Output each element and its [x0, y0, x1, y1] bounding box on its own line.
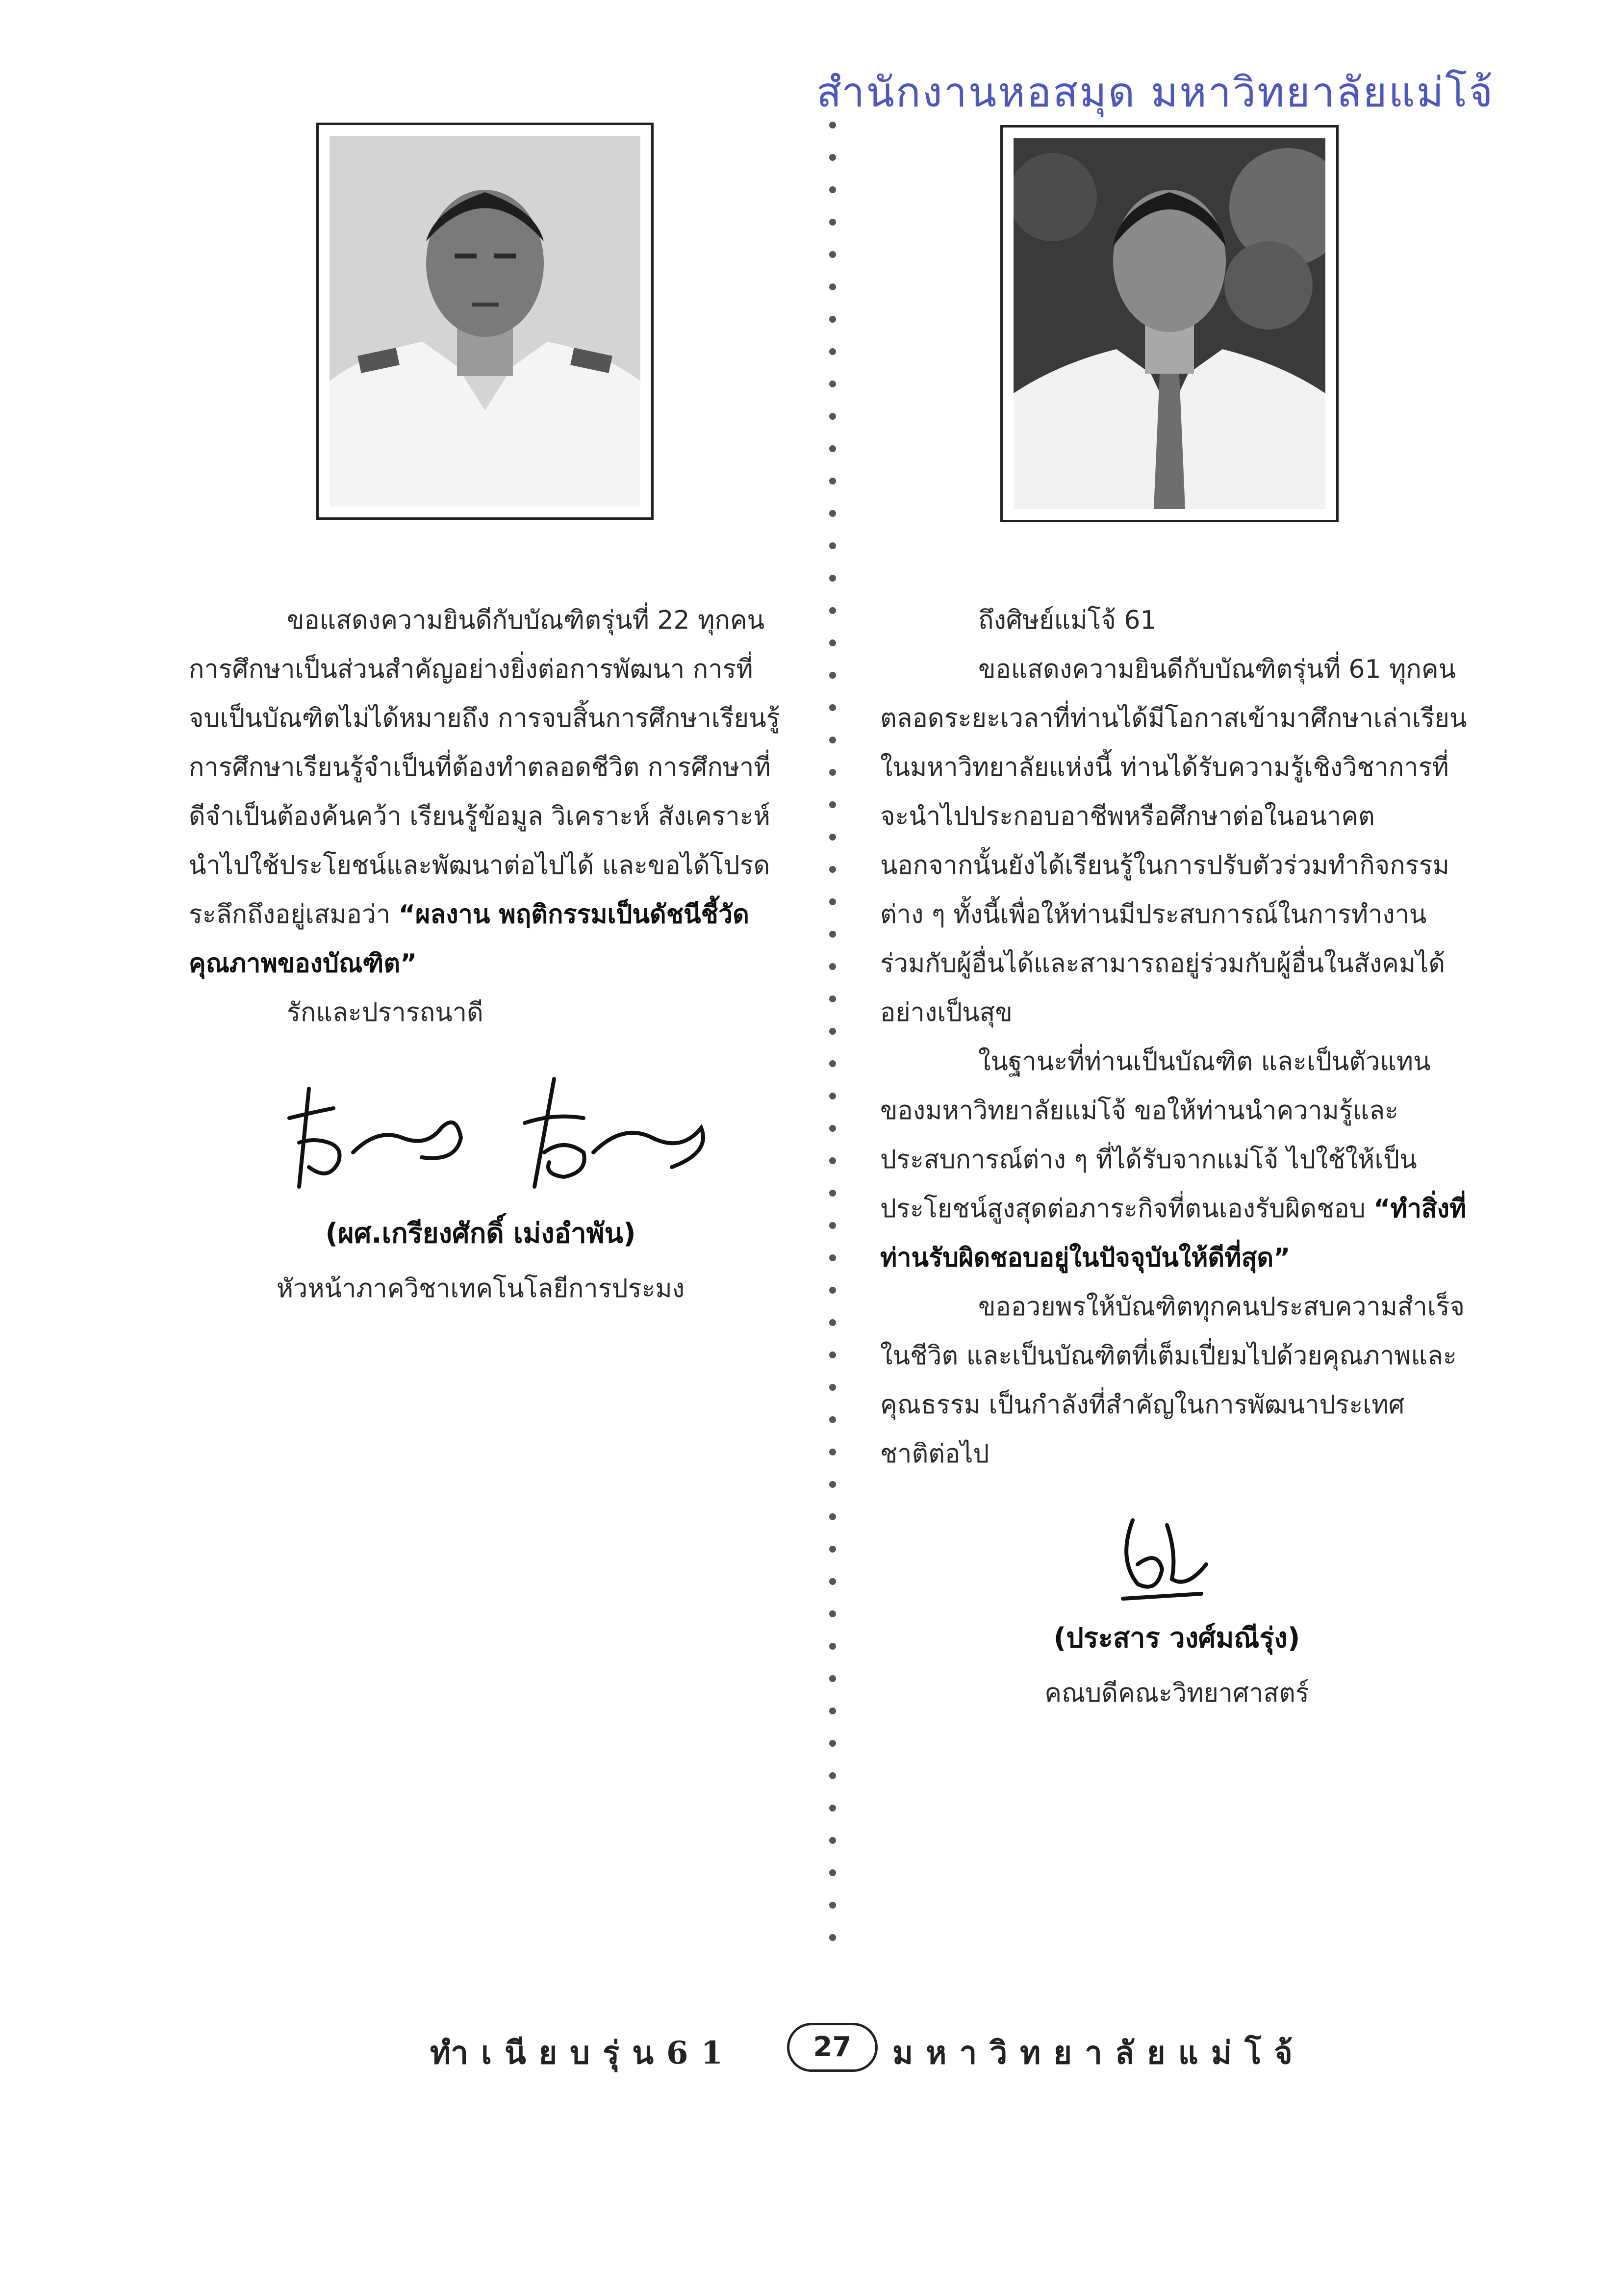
divider-dot [829, 154, 836, 161]
text-line [189, 890, 782, 939]
divider-dot [829, 1546, 836, 1553]
divider-dot [829, 510, 836, 517]
text-fragment: ประโยชน์สูงสุดต่อภาระกิจที่ตนเองรับผิดชอบ [880, 1194, 1374, 1224]
quote-text: คุณภาพของบัณฑิต” [189, 949, 417, 978]
divider-dot [829, 737, 836, 743]
portrait-left-image [330, 136, 640, 507]
right-message [880, 596, 1473, 1479]
text-fragment: ระลึกถึงอยู่เสมอว่า [189, 900, 399, 929]
divider-dot [829, 1093, 836, 1099]
portrait-right-image [1014, 138, 1325, 509]
text-line: ในชีวิต และเป็นบัณฑิตที่เต็มเปี่ยมไปด้วยคุณภาพและ [880, 1341, 1457, 1371]
text-line: นอกจากนั้นยังได้เรียนรู้ในการปรับตัวร่วมทำกิจกรรม [880, 851, 1449, 880]
divider-dot [829, 445, 836, 452]
divider-dot [829, 769, 836, 776]
page-footer [430, 2023, 1305, 2077]
portrait-photo-left [316, 123, 654, 520]
text-line: ของมหาวิทยาลัยแม่โจ้ ขอให้ท่านนำความรู้และ [880, 1096, 1399, 1125]
divider-dot [829, 801, 836, 808]
text-line [189, 939, 782, 988]
column-divider-dots [827, 120, 838, 1974]
quote-text: “ทำสิ่งที่ [1373, 1194, 1467, 1224]
divider-dot [829, 1481, 836, 1488]
divider-dot [829, 1449, 836, 1455]
quote-text: ท่านรับผิดชอบอยู่ในปัจจุบันให้ดีที่สุด” [880, 1243, 1291, 1273]
text-line: ในมหาวิทยาลัยแห่งนี้ ท่านได้รับความรู้เชิงวิชาการที่ [880, 753, 1449, 782]
divider-dot [829, 348, 836, 355]
divider-dot [829, 1772, 836, 1779]
signature-left [279, 1069, 721, 1206]
left-signer-title: หัวหน้าภาควิชาเทคโนโลยีการประมง [276, 1274, 685, 1303]
divider-dot [829, 1675, 836, 1682]
text-line [880, 1184, 1473, 1233]
divider-dot [829, 478, 836, 484]
right-signer-name: (ประสาร วงศ์มณีรุ่ง) [1053, 1622, 1300, 1654]
text-line: ต่าง ๆ ทั้งนี้เพื่อให้ท่านมีประสบการณ์ในการทำงาน [880, 900, 1427, 929]
divider-dot [829, 1934, 836, 1941]
divider-dot [829, 575, 836, 582]
divider-dot [829, 122, 836, 128]
divider-dot [829, 219, 836, 226]
divider-dot [829, 1578, 836, 1585]
text-line: ประสบการณ์ต่าง ๆ ที่ได้รับจากแม่โจ้ ไปใช้ให้เป็น [880, 1145, 1417, 1174]
quote-text: “ผลงาน พฤติกรรมเป็นดัชนีชี้วัด [398, 900, 749, 929]
divider-dot [829, 1254, 836, 1261]
divider-dot [829, 1157, 836, 1164]
divider-dot [829, 1287, 836, 1294]
text-line: อย่างเป็นสุข [880, 998, 1013, 1027]
text-line: คุณธรรม เป็นกำลังที่สำคัญในการพัฒนาประเทศ [880, 1390, 1405, 1420]
divider-dot [829, 316, 836, 323]
footer-left-text: ทำเนียบรุ่น61 [430, 2035, 736, 2071]
text-line: ขอแสดงความยินดีกับบัณฑิตรุ่นที่ 22 ทุกคน [287, 606, 765, 635]
library-stamp: สำนักงานหอสมุด มหาวิทยาลัยแม่โจ้ [816, 68, 1495, 116]
divider-dot [829, 963, 836, 970]
divider-dot [829, 639, 836, 646]
divider-dot [829, 898, 836, 905]
divider-dot [829, 413, 836, 420]
divider-dot [829, 1028, 836, 1035]
text-line: จะนำไปประกอบอาชีพหรือศึกษาต่อในอนาคต [880, 802, 1375, 831]
text-line: การศึกษาเรียนรู้จำเป็นที่ต้องทำตลอดชีวิต การศึกษาที่ [189, 753, 771, 782]
text-line: ดีจำเป็นต้องค้นคว้า เรียนรู้ข้อมูล วิเคราะห์ สังเคราะห์ [189, 802, 770, 831]
divider-dot [829, 1513, 836, 1520]
divider-dot [829, 1740, 836, 1747]
text-line: จบเป็นบัณฑิตไม่ได้หมายถึง การจบสิ้นการศึกษาเรียนรู้ [189, 704, 780, 733]
page-number: 27 [787, 2023, 878, 2072]
portrait-photo-right [1000, 125, 1339, 522]
divider-dot [829, 1416, 836, 1423]
divider-dot [829, 1319, 836, 1326]
signature-right [1103, 1510, 1231, 1608]
divider-dot [829, 995, 836, 1002]
text-line: ตลอดระยะเวลาที่ท่านได้มีโอกาสเข้ามาศึกษาเล่าเรียน [880, 704, 1467, 733]
divider-dot [829, 1643, 836, 1650]
text-line: การศึกษาเป็นส่วนสำคัญอย่างยิ่งต่อการพัฒนา การที่ [189, 655, 753, 684]
divider-dot [829, 1708, 836, 1714]
divider-dot [829, 1902, 836, 1909]
divider-dot [829, 1060, 836, 1067]
divider-dot [829, 1805, 836, 1811]
closing-text: รักและปรารถนาดี [287, 998, 483, 1027]
divider-dot [829, 1190, 836, 1197]
divider-dot [829, 1222, 836, 1229]
divider-dot [829, 1352, 836, 1358]
divider-dot [829, 704, 836, 711]
text-line: ขออวยพรให้บัณฑิตทุกคนประสบความสำเร็จ [978, 1292, 1465, 1322]
divider-dot [829, 1837, 836, 1844]
text-line: ร่วมกับผู้อื่นได้และสามารถอยู่ร่วมกับผู้อื่นในสังคมได้ [880, 949, 1446, 978]
text-line: นำไปใช้ประโยชน์และพัฒนาต่อไปได้ และขอได้โปรด [189, 851, 770, 880]
divider-dot [829, 931, 836, 938]
text-line [880, 1233, 1473, 1282]
divider-dot [829, 186, 836, 193]
divider-dot [829, 1869, 836, 1876]
left-message [189, 596, 782, 1037]
divider-dot [829, 381, 836, 387]
divider-dot [829, 1125, 836, 1132]
divider-dot [829, 834, 836, 841]
divider-dot [829, 542, 836, 549]
divider-dot [829, 1610, 836, 1617]
right-signer-title: คณบดีคณะวิทยาศาสตร์ [1044, 1679, 1309, 1708]
greeting: ถึงศิษย์แม่โจ้ 61 [978, 606, 1157, 635]
footer-right-text: มหาวิทยาลัยแม่โจ้ [892, 2035, 1305, 2071]
divider-dot [829, 251, 836, 258]
divider-dot [829, 607, 836, 614]
left-signer-name: (ผศ.เกรียงศักดิ์ เม่งอำพัน) [325, 1218, 636, 1250]
text-line: ขอแสดงความยินดีกับบัณฑิตรุ่นที่ 61 ทุกคน [978, 655, 1456, 684]
divider-dot [829, 672, 836, 679]
divider-dot [829, 866, 836, 873]
divider-dot [829, 1384, 836, 1391]
text-line: ชาติต่อไป [880, 1439, 990, 1469]
text-line: ในฐานะที่ท่านเป็นบัณฑิต และเป็นตัวแทน [978, 1047, 1431, 1076]
divider-dot [829, 283, 836, 290]
